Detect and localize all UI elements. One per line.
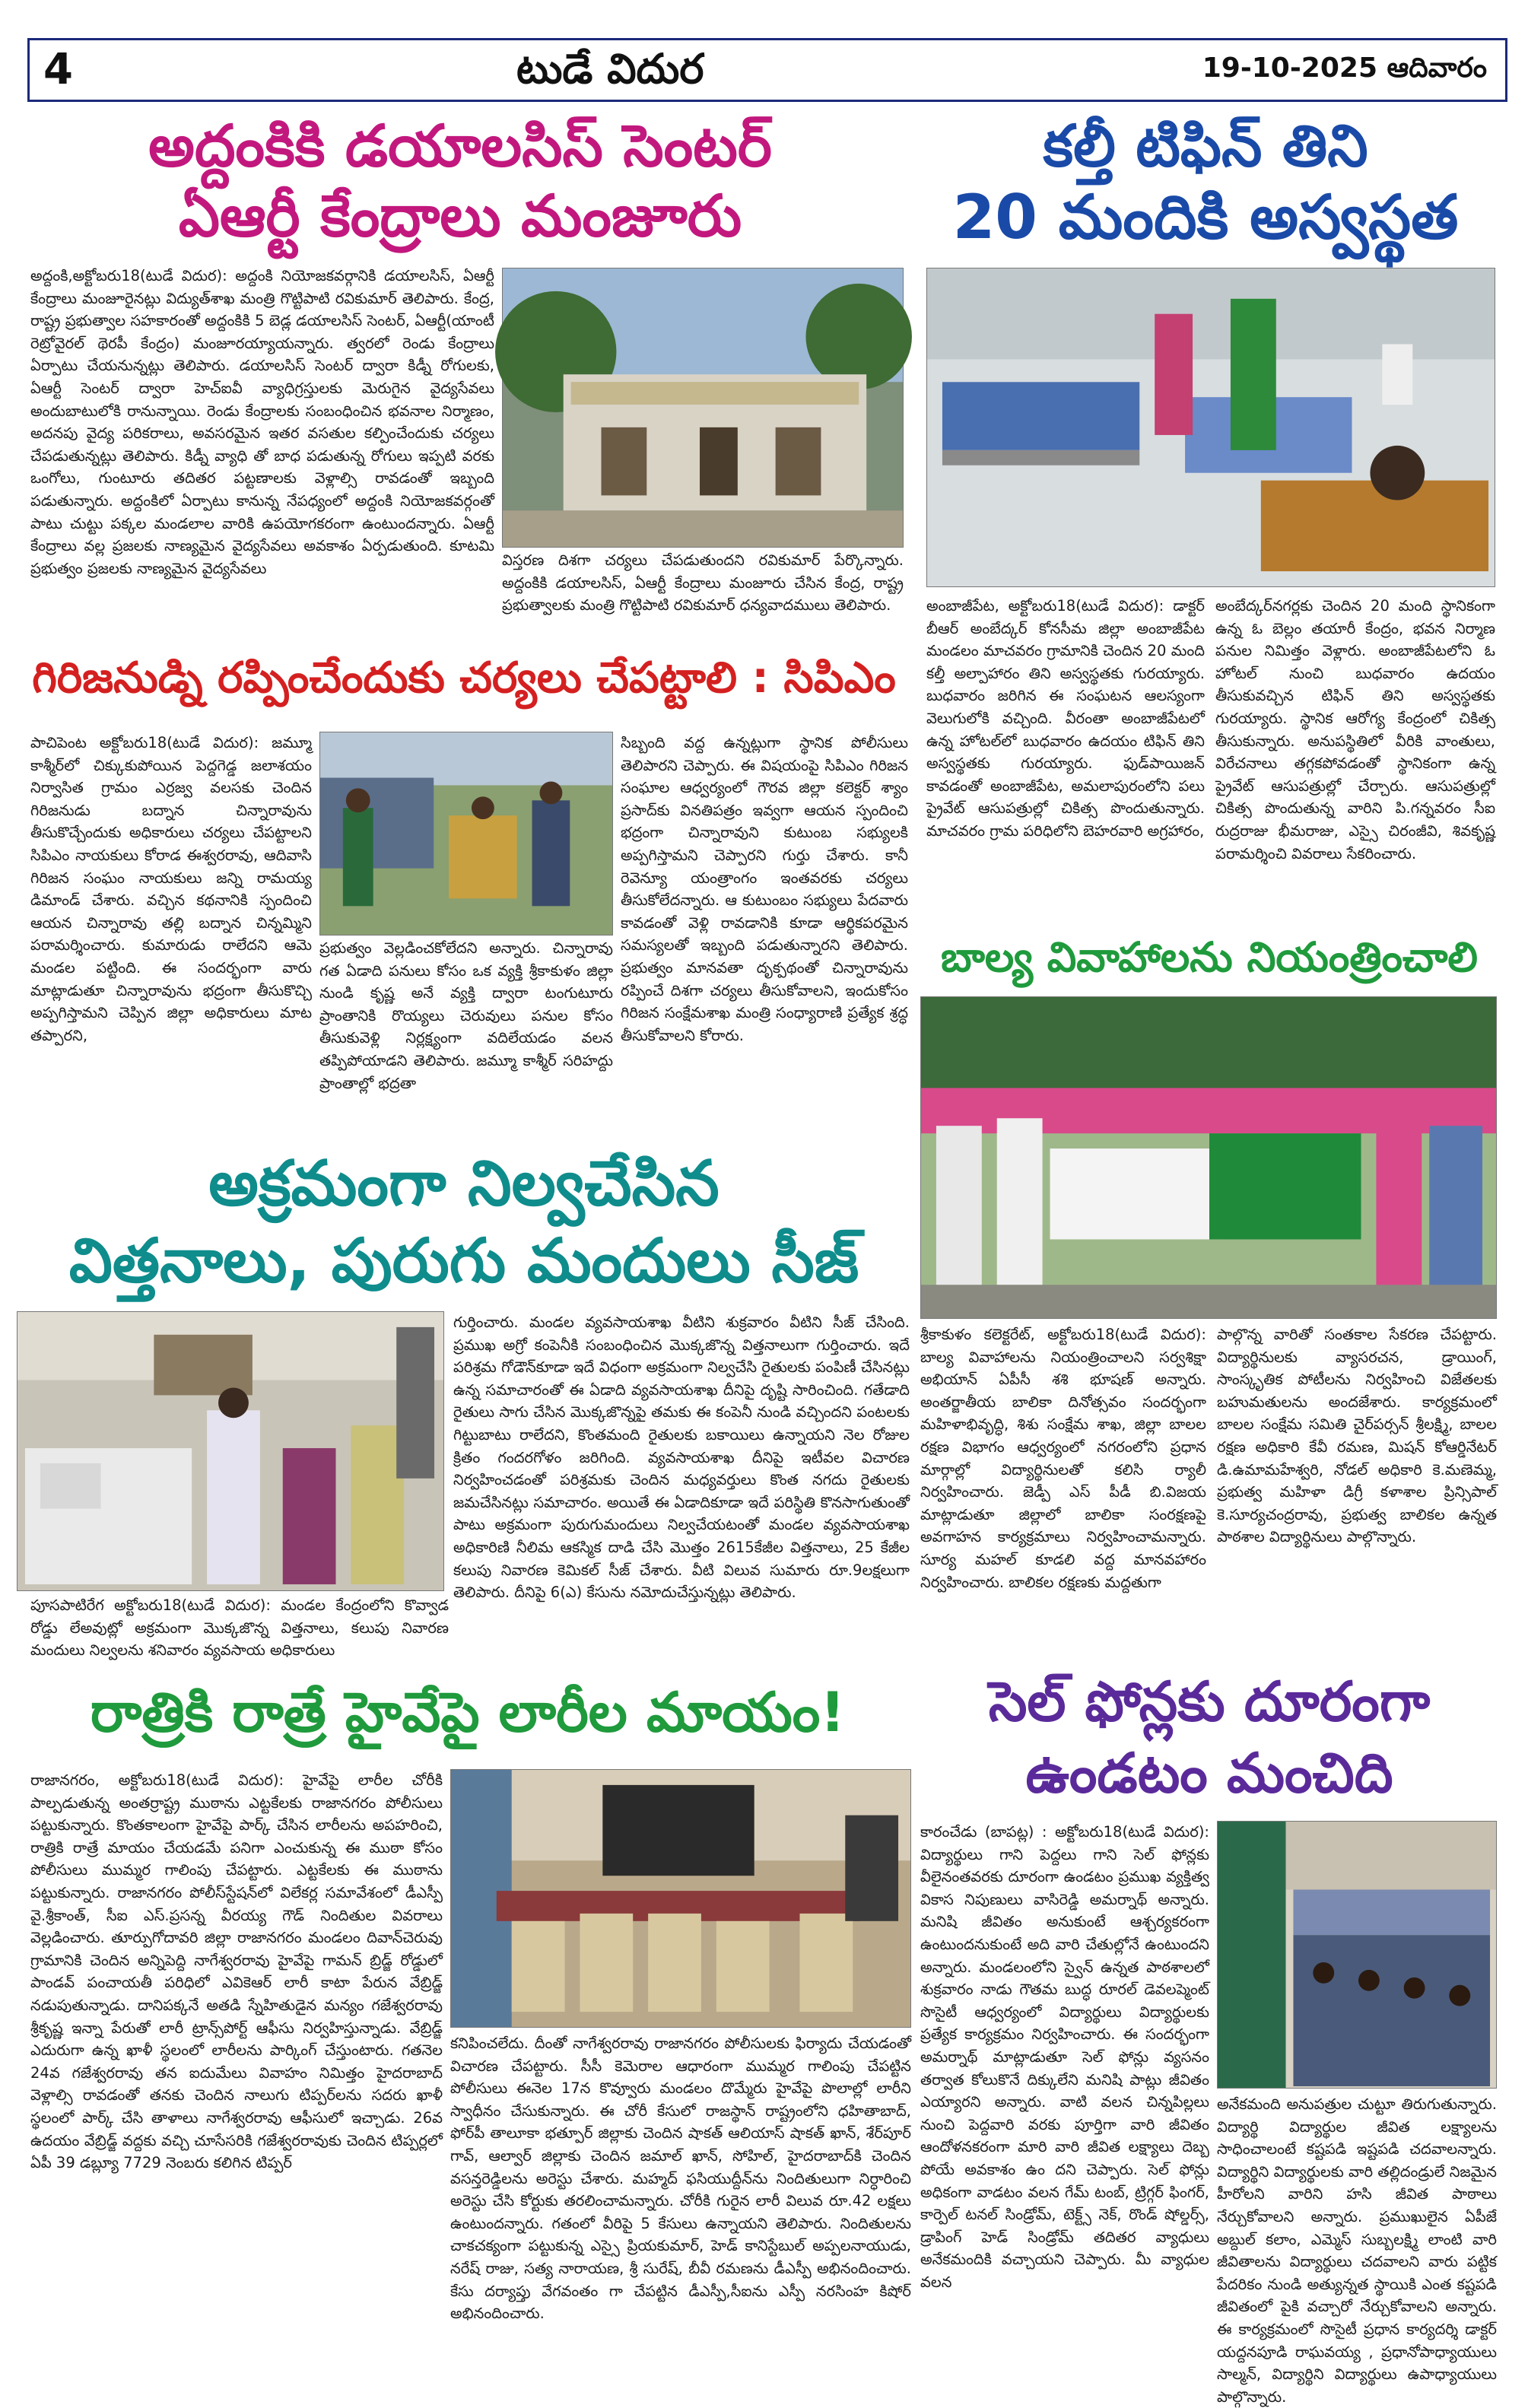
seeds-text-1: గుర్తించారు. మండల వ్యవసాయశాఖ వీటిని శుక్రవారం వీటిని సీజ్ చేసింది. ప్రముఖ అగ్రో కంపెనీకి సంబంధించిన మొక్కజొన్న విత్తనాలుగా గుర్తించారు. ఇదే పరిశ్రమ గోడౌన్‌కూడా ఇదే విధంగా అక్రమంగా నిల్వచేసి రైతులకు పంపిణీ చేసినట్లు ఉన్న సమాచారంతో ఈ ఏడాది వ్యవసాయశాఖ దీనిపై దృష్టి సారించింది. గతేడాది రైతులు సాగు చేసిన మొక్కజొన్నపై తమకు ఈ కంపెనీ నుండి వచ్చిందని పంటలకు గిట్టుబాటు రాలేదని, కొంతమంది రైతులకు బకాయిలు ఉన్నాయని నెల రోజుల క్రితం గందరగోళం జరిగింది. వ్యవసాయశాఖ దీనిపై ఇటీవల విచారణ నిర్వహించడంతో పరిశ్రమకు చెందిన మధ్యవర్తులు కొంత నగదు రైతులకు జమచేసినట్లు సమాచారం. అయితే ఈ ఏడాదికూడా ఇదే పరిస్థితి కొనసాగుతుంతో పాటు అక్రమంగా పురుగుమందులు నిల్వచేయటంతో మండల వ్యవసాయశాఖ అధికారిణి నీలిమ ఆకస్మిక దాడి చేసి మొత్తం 2615కేజీల విత్తనాలు, 25 కేజీల కలుపు నివారణ కెమికల్ సీజ్ చేశారు. వీటి విలువ సుమారు రూ.9లక్షలుగా తెలిపారు. దీనిపై 6(ఎ) కేసును నమోదుచేస్తున్నట్లు తెలిపారు.: [453, 1314, 910, 1602]
childmarriage-text-1: శ్రీకాకుళం కలెక్టరేట్, అక్టోబరు18(టుడే విదుర): బాల్య వివాహాలను నియంత్రించాలని సర్వశిక్షా అభియాన్ ఏపీసీ శశి భూషణ్ అన్నారు. అంతర్జాతీయ బాలికా దినోత్సవం సందర్భంగా మహిళాభివృద్ధి, శిశు సంక్షేమ శాఖ, జిల్లా బాలల రక్షణ విభాగం ఆధ్వర్యంలో నగరంలోని ప్రధాన మార్గాల్లో విద్యార్థినులతో కలిసి ర్యాలీ నిర్వహించారు. జెడ్పీ ఎస్ పీడీ బి.విజయ మాట్లాడుతూ జిల్లాలో బాలికా సంరక్షణపై అవగాహన కార్యక్రమాలు నిర్వహించామన్నారు. సూర్య మహల్ కూడలి వద్ద మానవహారం నిర్వహించారు. బాలికల రక్షణకు మద్దతుగా: [920, 1326, 1206, 1591]
childmarriage-headline: బాల్య వివాహాలను నియంత్రించాలి: [941, 933, 1478, 981]
cpm-photo: [319, 732, 613, 936]
cellphone-photo: [1217, 1821, 1497, 2089]
seeds-photo: [17, 1311, 444, 1591]
cpm-headline: గిరిజనుడ్ని రప్పించేందుకు చర్యలు చేపట్టాలి : సిపిఎం: [32, 653, 896, 703]
cellphone-headline-2: ఉండటం మంచిది: [1025, 1741, 1393, 1805]
lorries-text-2: కనిపించలేదు. దీంతో నాగేశ్వరరావు రాజానగరం పోలీసులకు ఫిర్యాదు చేయడంతో విచారణ చేపట్టారు. సీసీ కెమెరాల ఆధారంగా ముమ్మర గాలింపు చేపట్టిన పోలీసులు ఈనెల 17న కొవ్వూరు మండలం దొమ్మేరు హైవేపై పొలాల్లో లారీని స్వాధీనం చేసుకున్నారు. ఈ చోరీ కేసులో రాజస్థాన్ రాష్ట్రంలోని ధహితాబాద్, ఫోర్‌పీ తాలూకా భత్పూర్ జిల్లాకు చెందిన షాకత్ ఆలియాస్ షాకత్ ఖాన్, శేర్‌పూర్ గావ్, ఆల్వార్ జిల్లాకు చెందిన జమాల్ ఖాన్, సోహిల్, హైదరాబాద్‌కి చెందిన వసన్తరెడ్డిలను అరెస్టు చేశారు. మహ్మద్ ఫసియుద్దీన్‌ను నిందితులుగా నిర్ధారించి అరెస్టు చేసి కోర్టుకు తరలించామన్నారు. చోరీకి గురైన లారీ విలువ రూ.42 లక్షలు ఉంటుందన్నారు. గతంలో వీరిపై 5 కేసులు ఉన్నాయని తెలిపారు. నిందితులను చాకచక్యంగా పట్టుకున్న ఎస్సై ప్రియకుమార్, హెడ్ కానిస్టేబుల్ అప్పలనాయుడు, నరేష్ రాజు, సత్య నారాయణ, శ్రీ సురేష్, బీవీ రమణను డీఎస్పీ అభినందించారు. కేసు దర్యాప్తు వేగవంతం గా చేపట్టిన డీఎస్పీ,సీఐను ఎస్పీ నరసింహ కిషోర్ అభినందించారు.: [450, 2035, 911, 2323]
childmarriage-photo: [920, 996, 1497, 1319]
cpm-text-2: ప్రభుత్వం వెల్లడించకోలేదని అన్నారు. చిన్నారావు గత ఏడాది పనులు కోసం ఒక వ్యక్తి శ్రీకాకుళం జిల్లా నుండి కృష్ణ అనే వ్యక్తి ద్వారా టంగుటూరు ప్రాంతానికి రొయ్యలు చెరువులు పనుల కోసం తీసుకువెళ్లి నిర్లక్ష్యంగా వదిలేయడం వలన తప్పిపోయాడని తెలిపారు. జమ్మూ కాశ్మీర్ సరిహద్దు ప్రాంతాల్లో భద్రతా: [319, 939, 613, 1092]
dialysis-text-1: అద్దంకి,అక్టోబరు18(టుడే విదుర): అద్దంకి నియోజకవర్గానికి డయాలసిస్, ఏఆర్టీ కేంద్రాలు మంజూరైనట్లు విద్యుత్‌శాఖ మంత్రి గొట్టిపాటి రవికుమార్ తెలిపారు. కేంద్ర, రాష్ట్ర ప్రభుత్వాల సహకారంతో అద్దంకికి 5 బెడ్ల డయాలసిస్ సెంటర్, ఏఆర్టీ(యాంటీ రెట్రోవైరల్ థెరపీ కేంద్రం) మంజూరయ్యాయన్నారు. త్వరలో రెండు కేంద్రాలు ఏర్పాటు చేయనున్నట్లు తెలిపారు. డయాలసిస్ సెంటర్ ద్వారా కిడ్నీ రోగులకు, ఏఆర్టీ సెంటర్ ద్వారా హెచ్ఐవీ వ్యాధిగ్రస్తులకు మెరుగైన వైద్యసేవలు అందుబాటులోకి రానున్నాయి. రెండు కేంద్రాలకు సంబంధించిన భవనాల నిర్మాణం, అదనపు వైద్య పరికరాలు, అవసరమైన ఇతర వసతుల కల్పించేందుకు చర్యలు చేపడుతున్నట్లు తెలిపారు. కిడ్నీ వ్యాధి తో బాధ పడుతున్న రోగులు ఇప్పటి వరకు ఒంగోలు, గుంటూరు తదితర పట్టణాలకు వెళ్లాల్సి రావడంతో ఇబ్బంది పడుతున్నారు. అద్దంకిలో ఏర్పాటు కానున్న నేపధ్యంలో అద్దంకి నియోజకవర్గంతో పాటు చుట్టు పక్కల మండలాల వారికి ఉపయోగకరంగా ఉంటుందన్నారు. ఏఆర్టీ కేంద్రాలు వల్ల ప్రజలకు నాణ్యమైన వైద్యసేవలు అవకాశం ఏర్పడుతుంది. కూటమి ప్రభుత్వం ప్రజలకు నాణ్యమైన వైద్యసేవలు: [30, 267, 494, 577]
seeds-text-2: పూసపాటిరేగ అక్టోబరు18(టుడే విదుర): మండల కేంద్రంలోని కొవ్వాడ రోడ్డు లేఅవుట్లో అక్రమంగా మొక్కజొన్న విత్తనాలు, కలుపు నివారణ మందులు నిల్వలను శనివారం వ్యవసాయ అధికారులు: [30, 1596, 449, 1660]
cellphone-text-1: కారంచేడు (బాపట్ల) : అక్టోబరు18(టుడే విదుర): విద్యార్థులు గాని పెద్దలు గాని సెల్ ఫోన్లకు వీలైనంతవరకు దూరంగా ఉండటం ప్రముఖ వ్యక్తిత్వ వికాస నిపుణులు వాసిరెడ్డి అమర్నాథ్ అన్నారు. మనిషి జీవితం అనుకుంటే ఆశ్చర్యకరంగా ఉంటుందనుకుంటే అది వారి చేతుల్లోనే ఉంటుందని అన్నారు. మండలంలోని స్వైన్ ఉన్నత పాఠశాలలో శుక్రవారం నాడు గౌతమ బుద్ధ రూరల్ డెవలప్మెంట్ సొసైటీ ఆధ్వర్యంలో విద్యార్థులు విద్యార్థులకు ప్రత్యేక కార్యక్రమం నిర్వహించారు. ఈ సందర్భంగా అమర్నాథ్ మాట్లాడుతూ సెల్ ఫోన్లు వ్యసనం తర్వాత కోలుకొనే దిక్కులేని మనిషి పాట్లు జీవితం ఎయ్యారని అన్నారు. వాటి వలన చిన్నపిల్లలు నుంచి పెద్దవారి వరకు పూర్తిగా వారి జీవితం ఆందోళనకరంగా మారి వారి జీవిత లక్ష్యాలు దెబ్బ పోయే అవకాశం ఉం దని చెప్పారు. సెల్ ఫోన్లు అధికంగా వాడటం వలన గేమ్ టంబ్, ట్రిగ్గర్ ఫింగర్, కార్పెల్ టనల్ సిండ్రోమ్, టెక్ట్స్ నెక్, రొండ్ షోల్డర్స్, డ్రాపింగ్ హెడ్ సిండ్రోమ్ తదితర వ్యాధులు అనేకమందికి వచ్చాయని చెప్పారు. మీ వ్యాధుల వలన: [920, 1823, 1209, 2291]
masthead: టుడే విదుర: [516, 45, 704, 93]
issue-date: 19-10-2025 ఆదివారం: [1202, 52, 1487, 84]
tiffin-headline-2: 20 మందికి అస్వస్థత: [952, 182, 1459, 253]
dialysis-headline-1: అద్దంకికి డయాలసిస్ సెంటర్: [148, 112, 772, 179]
dialysis-photo: [502, 268, 904, 548]
lorries-photo: [450, 1769, 911, 2028]
cellphone-headline-1: సెల్ ఫోన్లకు దూరంగా: [988, 1669, 1431, 1733]
tiffin-text-2: అంబేద్కర్‌నగర్లకు చెందిన 20 మంది స్థానికంగా ఉన్న ఓ బెల్లం తయారీ కేంద్రం, భవన నిర్మాణ పనుల నిమిత్తం వెళ్లారు. అంబాజీపేటలోని ఓ హోటల్ నుంచి బుధవారం ఉదయం తీసుకువచ్చిన టిఫిన్ తిని అస్వస్థతకు గురయ్యారు. స్థానిక ఆరోగ్య కేంద్రంలో చికిత్స తీసుకున్నారు. అనుపస్థితిలో వీరికి వాంతులు, విరేచనాలు తగ్గకపోవడంతో స్థానికంగా ఉన్న ప్రైవేట్ ఆసుపత్రుల్లో చేర్చారు. ఆసుపత్రుల్లో చికిత్స పొందుతున్న వారిని పి.గన్నవరం సీఐ రుద్రరాజు భీమరాజు, ఎస్సై చిరంజీవి, శివకృష్ణ పరామర్శించి వివరాలు సేకరించారు.: [1215, 597, 1495, 862]
cpm-text-1: పాచిపెంట అక్టోబరు18(టుడే విదుర): జమ్మూ కాశ్మీర్‌లో చిక్కుకుపోయిన పెద్దగెడ్డ జలాశయం నిర్వాసిత గ్రామం ఎర్రజ్వ వలసకు చెందిన గిరిజనుడు బద్నాన చిన్నారావును తీసుకొచ్చేందుకు అధికారులు చర్యలు చేపట్టాలని సిపిఎం నాయకులు కోరాడ ఈశ్వరరావు, ఆదివాసి గిరిజన సంఘం నాయకులు జన్ని రామయ్య డిమాండ్ చేశారు. వచ్చిన కథనానికి స్పందించి ఆయన చిన్నారావు తల్లి బద్నాన చిన్నమ్మిని పరామర్శించారు. కుమారుడు రాలేదని ఆమె మండల పట్టింది. ఈ సందర్భంగా వారు మాట్లాడుతూ చిన్నారావును భద్రంగా తీసుకొచ్చి అప్పగిస్తామని చెప్పిన జిల్లా అధికారులు మాట తప్పారని,: [30, 734, 312, 1044]
dialysis-text-2: విస్తరణ దిశగా చర్యలు చేపడుతుందని రవికుమార్ పేర్కొన్నారు. అద్దంకికి డయాలసిస్, ఏఆర్టీ కేంద్రాలు మంజూరు చేసిన కేంద్ర, రాష్ట్ర ప్రభుత్వాలకు మంత్రి గొట్టిపాటి రవికుమార్ ధన్యవాదములు తెలిపారు.: [502, 551, 904, 615]
tiffin-headline-1: కల్తీ టిఫిన్ తిని: [1043, 112, 1368, 179]
seeds-headline-2: విత్తనాలు, పురుగు మందులు సీజ్: [68, 1225, 859, 1296]
page-number: 4: [43, 45, 73, 94]
tiffin-photo: [926, 268, 1495, 587]
cellphone-text-2: అనేకమంది అనుపత్రుల చుట్టూ తిరుగుతున్నారు. విద్యార్థి విద్యార్థుల జీవిత లక్ష్యాలను సాధించాలంటే కష్టపడి ఇష్టపడి చదవాలన్నారు. విద్యార్థిని విద్యార్థులకు వారి తల్లిదండ్రులే నిజమైన హీరోలని వారిని హసి జీవిత పాఠాలు నేర్చుకోవాలని అన్నారు. ప్రముఖులైన ఏపీజే అబ్దుల్ కలాం, ఎమ్మెస్ సుబ్బలక్ష్మి లాంటి వారి జీవితాలను విద్యార్థులు చదవాలని వారు పట్టిక పేదరికం నుండి అత్యున్నత స్థాయికి ఎంత కష్టపడి జీవితంలో పైకి వచ్చారో నేర్చుకోవాలని అన్నారు. ఈ కార్యక్రమంలో సొసైటీ ప్రధాన కార్యదర్శి డాక్టర్ యద్దనపూడి రాఘవయ్య , ప్రధానోపాధ్యాయులు సాల్మన్, విద్యార్థిని విద్యార్థులు ఉపాధ్యాయులు పాల్గొన్నారు.: [1217, 2095, 1497, 2406]
lorries-text-1: రాజానగరం, అక్టోబరు18(టుడే విదుర): హైవేపై లారీల చోరీకి పాల్పడుతున్న అంతర్రాష్ట్ర ముఠాను ఎట్టకేలకు రాజానగరం పోలీసులు పట్టుకున్నారు. కొంతకాలంగా హైవేపై పార్క్ చేసిన లారీలను అపహరించి, రాత్రికి రాత్రే మాయం చేయడమే పనిగా ఎంచుకున్న ఈ ముఠా కోసం పోలీసులు ముమ్మర గాలింపు చేపట్టారు. ఎట్టకేలకు ఈ ముఠాను పట్టుకున్నారు. రాజానగరం పోలీస్‌స్టేషన్‌లో విలేకర్ల సమావేశంలో డీఎస్పీ వై.శ్రీకాంత్, సీఐ ఎస్.ప్రసన్న వీరయ్య గౌడ్ నిందితుల వివరాలు వెల్లడించారు. తూర్పుగోదావరి జిల్లా రాజానగరం మండలం దివాన్‌చెరువు గ్రామానికి చెందిన అన్నిపెద్ది నాగేశ్వరరావు హైవేపై గామన్ బ్రిడ్జ్ రోడ్డులో పాండవ్ పంచాయతీ పరిధిలో ఎవికెఆర్ లారీ కాటా పేరున వేబ్రిడ్జ్ నడుపుతున్నాడు. దానిపక్కనే అతడి స్నేహితుడైన మన్యం గజేశ్వరరావు శ్రీకృష్ణ ఇన్నా పేరుతో లారీ ట్రాన్స్‌పోర్ట్ ఆఫీసు నిర్వహిస్తున్నాడు. వేబ్రిడ్జ్ ఎదురుగా ఉన్న ఖాళీ స్థలంలో లారీలను పార్కింగ్ చేస్తుంటారు. గతనెల 24వ గజేశ్వరరావు తన ఐదుమేలు వివాహం నిమిత్తం హైదరాబాద్ వెళ్లాల్సి రావడంతో తనకు చెందిన నాలుగు టిప్పర్‌లను సదరు ఖాళీ స్థలంలో పార్క్ చేసి తాళాలు నాగేశ్వరరావు ఆఫీసులో ఇచ్చాడు. 26వ ఉదయం వేబ్రిడ్జ్ వద్దకు వచ్చి చూసేసరికి గజేశ్వరరావుకు చెందిన టిప్పర్లలో ఏపీ 39 డబ్ల్యూ 7729 నెంబరు కలిగిన టిప్పర్: [30, 1771, 443, 2172]
lorries-headline: రాత్రికి రాత్రే హైవేపై లారీల మాయం!: [90, 1680, 846, 1744]
cpm-text-3-visible: సిబ్బంది వద్ద ఉన్నట్లుగా స్థానిక పోలీసులు తెలిపారని చెప్పారు. ఈ విషయంపై సిపిఎం గిరిజన సంఘాల ఆధ్వర్యంలో గౌరవ జిల్లా కలెక్టర్ శ్యాం ప్రసాద్‌కు వినతిపత్రం ఇవ్వగా ఆయన స్పందించి భద్రంగా చిన్నారావుని కుటుంబ సభ్యులకి అప్పగిస్తామని చెప్పారని గుర్తు చేశారు. కానీ రెవెన్యూ యంత్రాంగం ఇంతవరకు చర్యలు తీసుకోలేదన్నారు. ఆ కుటుంబం సభ్యులు పేదవారు కావడంతో వెళ్లి రావడానికి కూడా ఆర్థికపరమైన సమస్యలతో ఇబ్బంది పడుతున్నారని తెలిపారు. ప్రభుత్వం మానవతా దృక్పథంతో చిన్నారావును రప్పించే దిశగా చర్యలు తీసుకోవాలని, ఇందుకోసం గిరిజన సంక్షేమశాఖ మంత్రి సంధ్యారాణి ప్రత్యేక శ్రద్ధ తీసుకోవాలని కోరారు.: [621, 734, 908, 1044]
childmarriage-text-2: పాల్గొన్న వారితో సంతకాల సేకరణ చేపట్టారు. విద్యార్థినులకు వ్యాసరచన, డ్రాయింగ్, సాంస్కృతిక పోటీలను నిర్వహించి విజేతలకు బహుమతులను అందజేశారు. కార్యక్రమంలో బాలల సంక్షేమ సమితి చైర్‌పర్సన్ శ్రీలక్ష్మి, బాలల రక్షణ అధికారి కేవీ రమణ, మిషన్ కోఆర్డినేటర్ డి.ఉమామహేశ్వరి, నోడల్ అధికారి కె.మణెమ్మ, ప్రభుత్వ మహిళా డిగ్రీ కళాశాల ప్రిన్సిపాల్ కె.సూర్యచంద్రరావు, ప్రభుత్వ బాలికల ఉన్నత పాఠశాల విద్యార్థినులు పాల్గొన్నారు.: [1217, 1326, 1497, 1546]
tiffin-text-1: అంబాజీపేట, అక్టోబరు18(టుడే విదుర): డాక్టర్ బీఆర్ అంబేద్కర్ కోనసీమ జిల్లా అంబాజీపేట మండలం మాచవరం గ్రామానికి చెందిన 20 మంది కల్తీ అల్పాహారం తిని అస్వస్థతకు గురయ్యారు. బుధవారం జరిగిన ఈ సంఘటన ఆలస్యంగా వెలుగులోకి వచ్చింది. వీరంతా అంబాజీపేటలో ఉన్న హోటల్‌లో బుధవారం ఉదయం టిఫిన్ తిని అస్వస్థతకు గురయ్యారు. ఫుడ్‌పాయిజన్ కావడంతో అంబాజీపేట, అమలాపురంలోని పలు ప్రైవేట్ ఆసుపత్రుల్లో చికిత్స పొందుతున్నారు. మాచవరం గ్రామ పరిధిలోని బెహరవారి అగ్రహారం,: [926, 597, 1205, 840]
dialysis-headline-2: ఏఆర్టీ కేంద్రాలు మంజూరు: [178, 182, 742, 249]
page-header: [27, 38, 1507, 102]
seeds-headline-1: అక్రమంగా నిల్వచేసిన: [208, 1148, 720, 1220]
